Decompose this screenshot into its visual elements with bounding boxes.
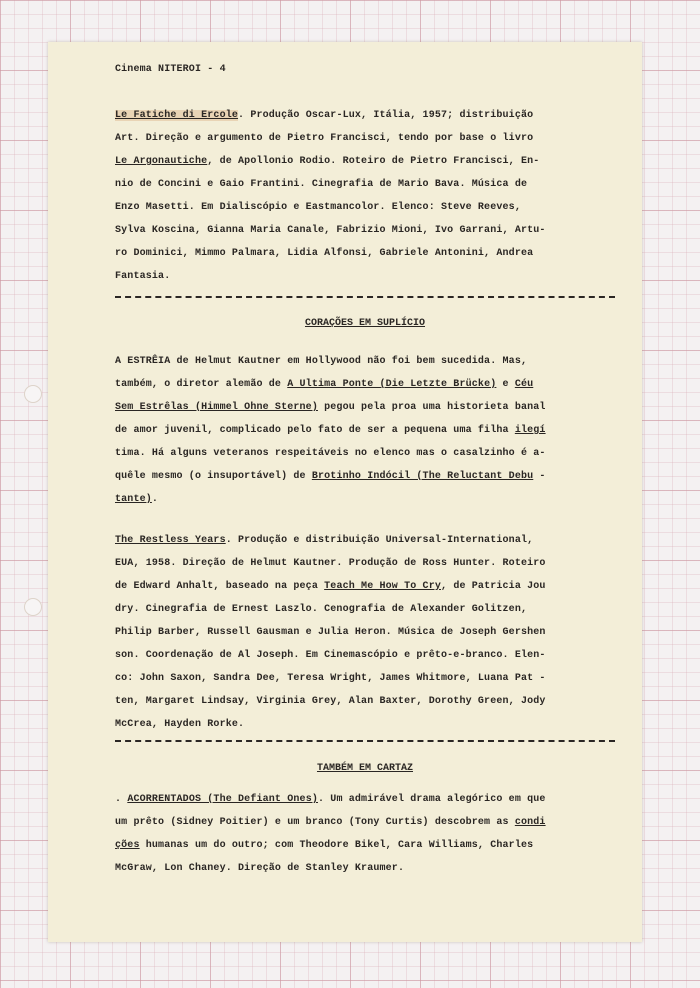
punch-hole [24,598,42,616]
film-title: Le Fatiche di Ercole [115,110,239,121]
film-title: Céu [514,379,534,390]
text-line: A ESTRÊIA de Helmut Kautner em Hollywood não foi bem sucedida. Mas, [115,356,528,367]
text-line: ro Dominici, Mimmo Palmara, Lidia Alfonsi, Gabriele Antonini, Andrea [115,248,534,259]
text-line: . Um admirável drama alegórico em que [318,794,546,805]
film-title: ACORRENTADOS (The Defiant Ones) [127,794,318,805]
play-title: Teach Me How To Cry [324,581,442,592]
text-line: nio de Concini e Gaio Frantini. Cinegrafia de Mario Bava. Música de [115,179,528,190]
text-line: . Produção Oscar-Lux, Itália, 1957; distribuição [238,110,534,121]
section-divider [115,296,615,298]
underlined-word: condi [514,817,546,828]
text-line: , de Patricia Jou [441,581,546,592]
text-line: Fantasia. [115,271,171,282]
text-line: Art. Direção e argumento de Pietro Francisci, tendo por base o livro [115,133,534,144]
text-line: Philip Barber, Russell Gausman e Julia Heron. Música de Joseph Gershen [115,627,546,638]
text-line: de amor juvenil, complicado pelo fato de ser a pequena uma filha [115,425,515,436]
text-line: ten, Margaret Lindsay, Virginia Grey, Alan Baxter, Dorothy Green, Jody [115,696,546,707]
film-title: Brotinho Indócil (The Reluctant Debu [311,471,534,482]
header-title: Cinema NITEROI - 4 [115,64,226,75]
text-line: McCrea, Hayden Rorke. [115,719,245,730]
text-line: humanas um do outro; com Theodore Bikel, Cara Williams, Charles [139,840,534,851]
text-line: co: John Saxon, Sandra Dee, Teresa Wright, James Whitmore, Luana Pat - [115,673,546,684]
section-divider [115,740,615,742]
section-coracoes [115,350,615,511]
text-line: quêle mesmo (o insuportável) de [115,471,312,482]
text-line: . [151,494,159,505]
section-restless-years [115,529,615,736]
film-title: A Ultima Ponte (Die Letzte Brücke) [287,379,497,390]
section-le-fatiche [115,104,615,288]
underlined-word: ilegí [514,425,546,436]
film-title: The Restless Years [115,535,226,546]
page-header [115,58,615,81]
text-line: de Edward Anhalt, baseado na peça [115,581,325,592]
text-line: McGraw, Lon Chaney. Direção de Stanley Kraumer. [115,863,405,874]
bullet: . [115,794,128,805]
text-line: e [496,379,515,390]
text-line: tima. Há alguns veteranos respeitáveis no elenco mas o casalzinho é a- [115,448,546,459]
text-line: . Produção e distribuição Universal-International, [225,535,534,546]
underlined-word: ções [115,840,140,851]
text-line: son. Coordenação de Al Joseph. Em Cinemascópio e prêto-e-branco. Elen- [115,650,546,661]
text-line: , de Apollonio Rodio. Roteiro de Pietro Francisci, En- [207,156,540,167]
film-title: tante) [115,494,152,505]
text-line: dry. Cinegrafia de Ernest Laszlo. Cenografia de Alexander Golitzen, [115,604,528,615]
text-line: pegou pela proa uma historieta banal [317,402,546,413]
book-title: Le Argonautiche [115,156,208,167]
section-tambem-em-cartaz [115,788,615,880]
text-line: Enzo Masetti. Em Dialiscópio e Eastmancolor. Elenco: Steve Reeves, [115,202,521,213]
text-line: também, o diretor alemão de [115,379,288,390]
text-line: EUA, 1958. Direção de Helmut Kautner. Produção de Ross Hunter. Roteiro [115,558,546,569]
text-line: - [533,471,546,482]
punch-hole [24,385,42,403]
film-title: Sem Estrêlas (Himmel Ohne Sterne) [115,402,318,413]
section-heading: CORAÇÕES EM SUPLÍCIO [304,318,426,329]
section-heading: TAMBÉM EM CARTAZ [316,763,413,774]
text-line: Sylva Koscina, Gianna Maria Canale, Fabrizio Mioni, Ivo Garrani, Artu- [115,225,546,236]
text-line: um prêto (Sidney Poitier) e um branco (Tony Curtis) descobrem as [115,817,515,828]
